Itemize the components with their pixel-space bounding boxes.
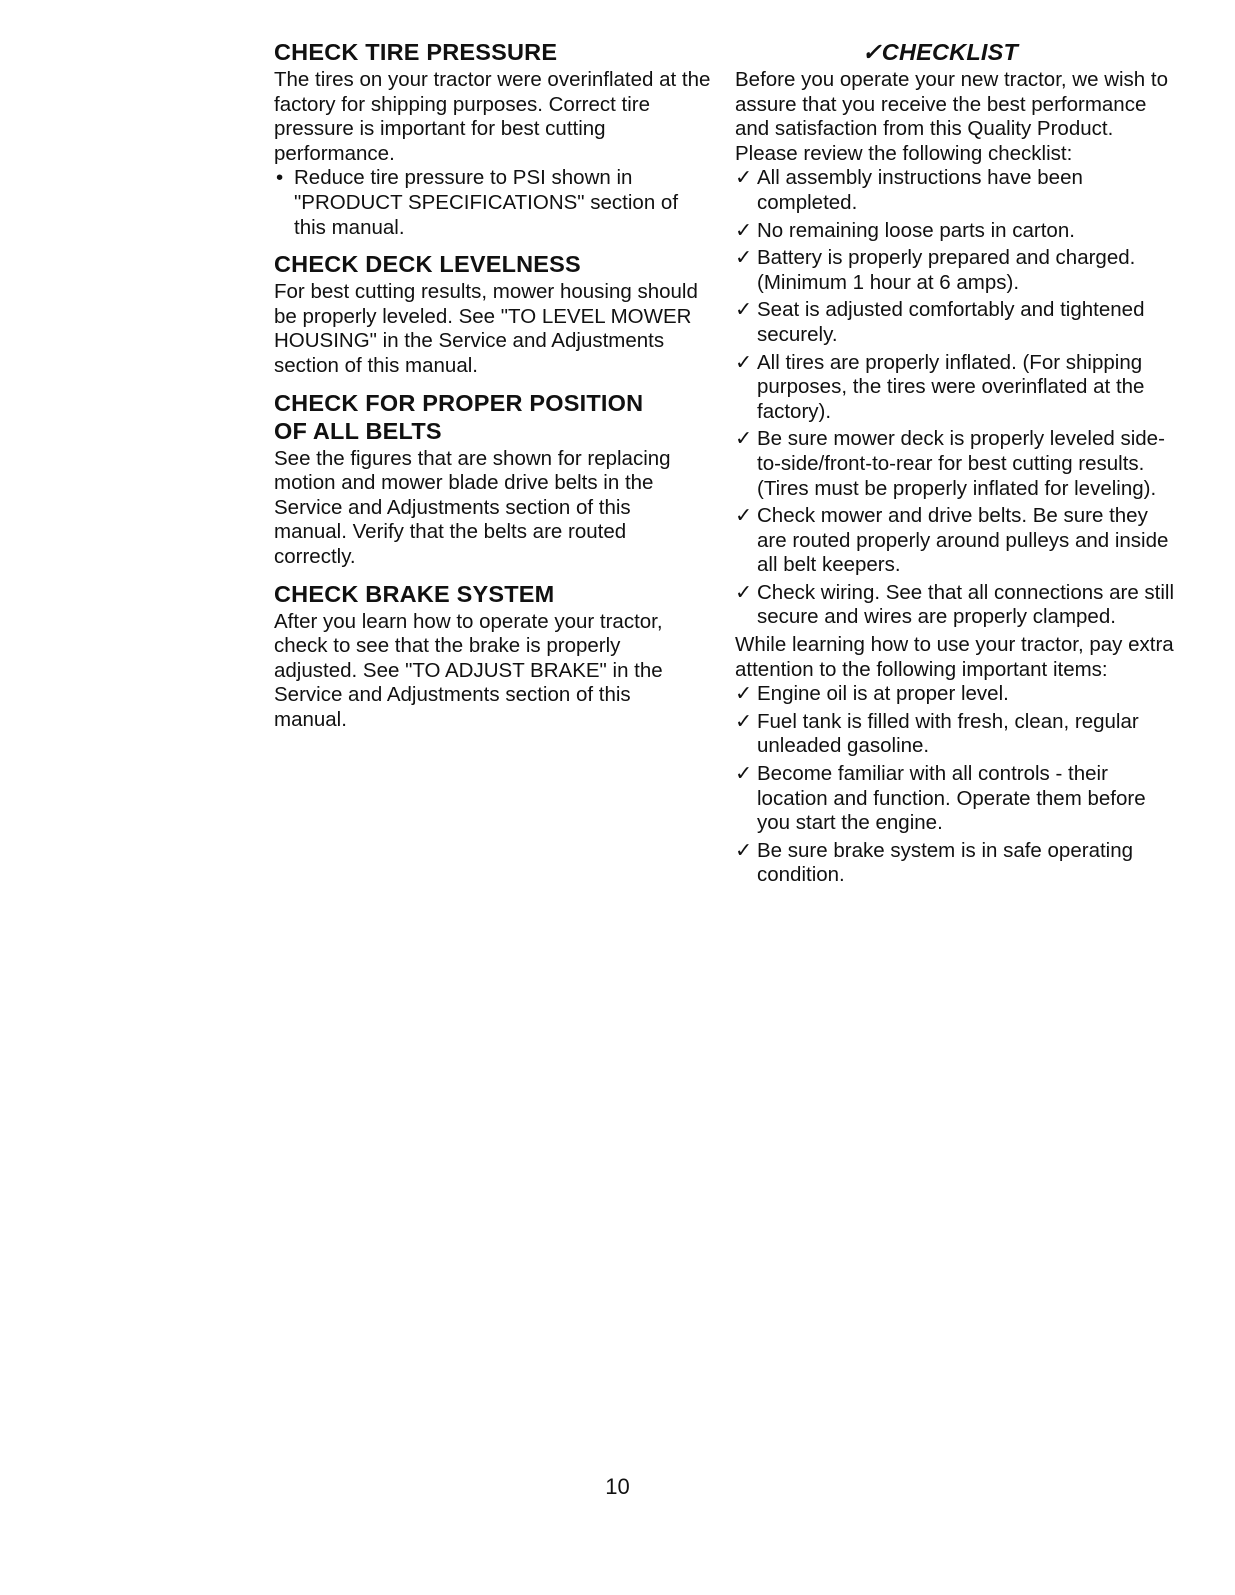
page-number: 10 — [605, 1474, 630, 1499]
deck-levelness-section — [274, 250, 714, 378]
checklist-item-text: Battery is properly prepared and charged. (Minimum 1 hour at 6 amps). — [757, 246, 1136, 294]
checkmark-icon: ✓ — [735, 682, 753, 706]
checkmark-icon: ✓ — [735, 709, 753, 733]
tire-pressure-bullet: • Reduce tire pressure to PSI shown in "PRODUCT SPECIFICATIONS" section of this manual. — [274, 166, 714, 240]
important-item-text: Fuel tank is filled with fresh, clean, regular unleaded gasoline. — [757, 709, 1139, 758]
checkmark-icon: ✓ — [735, 504, 753, 528]
belts-text: See the figures that are shown for replacing motion and mower blade drive belts in the Service and Adjustments section of this manual. Verify that the belts are routed correctly. — [274, 446, 671, 568]
checklist-item-text: Be sure mower deck is properly leveled side-to-side/front-to-rear for best cutting results. (Tires must be properly inflated for leveling). — [757, 427, 1165, 500]
checklist-item-text: All assembly instructions have been completed. — [757, 166, 1083, 214]
brake-section — [274, 580, 714, 733]
checklist-item — [735, 298, 1175, 347]
checklist-item — [735, 246, 1175, 295]
belts-heading: CHECK FOR PROPER POSITION OF ALL BELTS — [274, 389, 644, 444]
checklist-item — [735, 504, 1175, 578]
checklist-item-text: All tires are properly inflated. (For shipping purposes, the tires were overinflated at the factory). — [757, 350, 1145, 423]
deck-levelness-heading: CHECK DECK LEVELNESS — [274, 251, 581, 278]
checkmark-icon: ✓ — [735, 427, 753, 451]
important-item-text: Become familiar with all controls - their location and function. Operate them before you start the engine. — [757, 762, 1146, 835]
deck-levelness-text: For best cutting results, mower housing should be properly leveled. See "TO LEVEL MOWER HOUSING" in the Service and Adjustments section of this manual. — [274, 280, 698, 377]
checkmark-icon: ✓ — [735, 166, 753, 190]
checklist-item — [735, 351, 1175, 425]
checklist-item-text: Check wiring. See that all connections are still secure and wires are properly clamped. — [757, 580, 1175, 629]
important-item-text: Be sure brake system is in safe operating condition. — [757, 838, 1134, 887]
checkmark-icon: ✓ — [735, 246, 753, 270]
checklist-item-text: Check mower and drive belts. Be sure they are routed properly around pulleys and inside all belt keepers. — [757, 504, 1169, 577]
checklist-item-text: No remaining loose parts in carton. — [757, 218, 1075, 242]
checkmark-icon: ✓ — [735, 298, 753, 322]
right-column — [735, 38, 1175, 891]
checkmark-icon: ✓ — [735, 350, 753, 374]
checklist-item-text: Seat is adjusted comfortably and tightened securely. — [757, 298, 1145, 346]
checkmark-icon: ✓ — [735, 838, 753, 862]
checklist-intro: Before you operate your new tractor, we wish to assure that you receive the best performance and satisfaction from this Quality Product. — [735, 68, 1169, 141]
important-item-text: Engine oil is at proper level. — [757, 682, 1009, 706]
left-column — [274, 38, 714, 742]
tire-pressure-bullets — [274, 166, 714, 240]
checklist-item — [735, 581, 1175, 630]
checklist-item — [735, 166, 1175, 215]
brake-text: After you learn how to operate your tractor, check to see that the brake is properly adjusted. See "TO ADJUST BRAKE" in the Service and Adjustments section of this manual. — [274, 609, 663, 731]
checklist-item — [735, 219, 1175, 244]
while-learning-text: While learning how to use your tractor, pay extra attention to the following important items: — [735, 633, 1174, 681]
checkmark-icon: ✓ — [735, 762, 753, 786]
tire-pressure-text: The tires on your tractor were overinflated at the factory for shipping purposes. Correct tire pressure is important for best cutting performance. — [274, 68, 711, 165]
important-items-list — [735, 682, 1175, 888]
checklist-review: Please review the following checklist: — [735, 141, 1073, 165]
tire-pressure-heading: CHECK TIRE PRESSURE — [274, 39, 558, 65]
brake-heading: CHECK BRAKE SYSTEM — [274, 580, 555, 607]
tire-pressure-section — [274, 38, 714, 240]
checklist-heading: ✓CHECKLIST — [861, 39, 1019, 65]
important-item — [735, 710, 1175, 759]
checkmark-icon: ✓ — [735, 580, 753, 604]
checkmark-icon: ✓ — [735, 218, 753, 242]
important-item — [735, 762, 1175, 836]
checklist-list — [735, 166, 1175, 630]
important-item — [735, 839, 1175, 888]
checklist-item — [735, 427, 1175, 501]
important-item — [735, 682, 1175, 707]
belts-section — [274, 389, 714, 570]
